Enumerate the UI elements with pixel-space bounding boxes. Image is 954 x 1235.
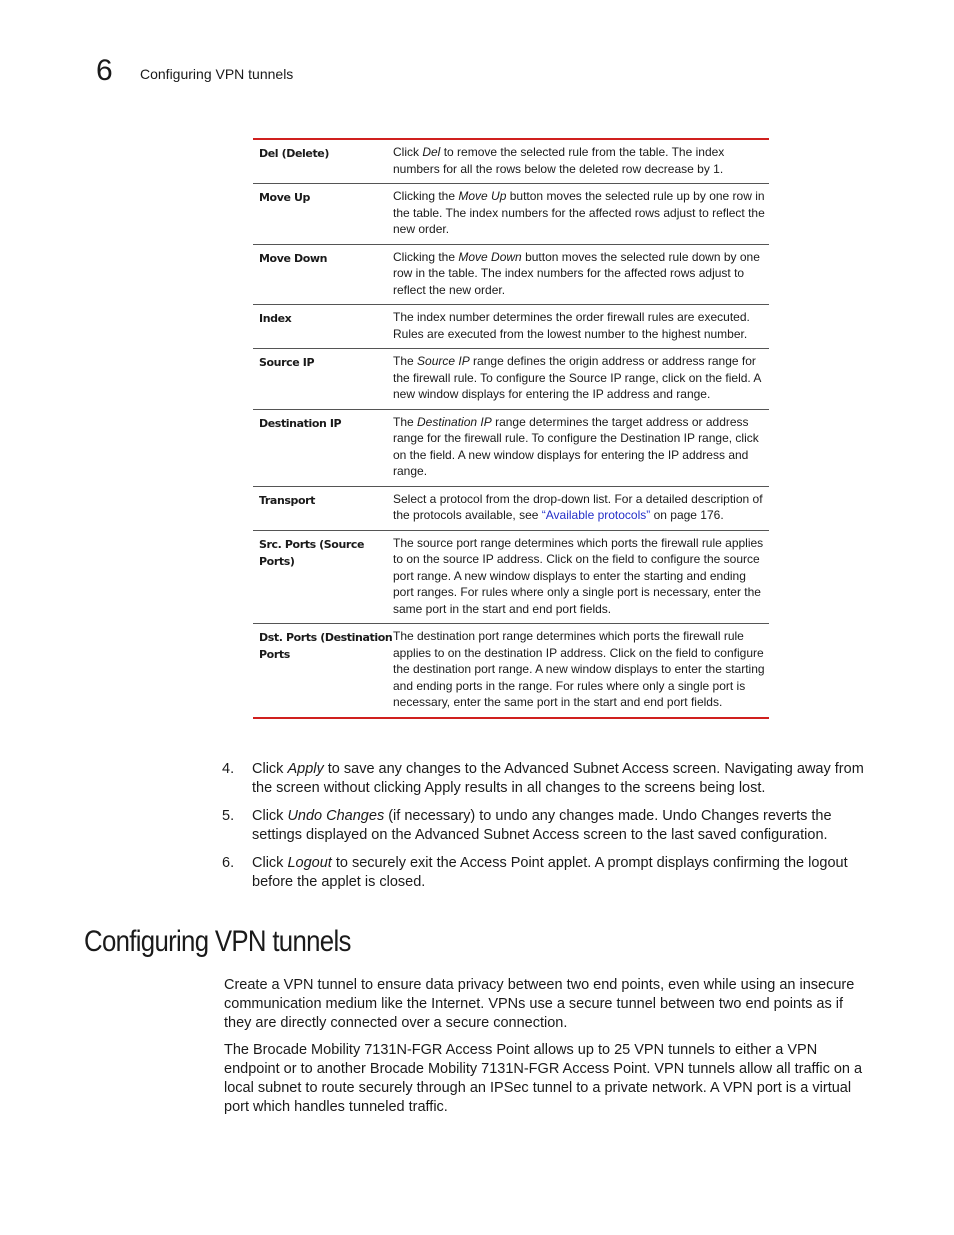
text-run: Clicking the bbox=[393, 249, 459, 264]
text-run: range defines the origin address or address range for the firewall rule. To configure the Source IP range, click on the field. A new window displays for entering the IP address and range. bbox=[393, 354, 761, 401]
table-row bbox=[253, 530, 769, 624]
table-row bbox=[253, 183, 769, 244]
text-run: to save any changes to the Advanced Subnet Access screen. Navigating away from the screen without clicking Apply results in all changes to the screens being lost. bbox=[252, 761, 864, 796]
text-run: on page 176. bbox=[650, 508, 724, 522]
section-paragraph-intro: Create a VPN tunnel to ensure data privacy between two end points, even while using an insecure communication medium like the Internet. VPNs use a secure tunnel between two end points as if they are directly connected over a secure connection. bbox=[224, 977, 855, 1031]
text-run: Select a protocol from the drop-down list. For a detailed description of the protocols available, see bbox=[393, 491, 763, 522]
procedure-steps bbox=[222, 760, 872, 901]
text-run: Click bbox=[252, 855, 288, 871]
italic-term: Del bbox=[422, 145, 441, 159]
text-run: to securely exit the Access Point applet. A prompt displays confirming the logout before the applet is closed. bbox=[252, 855, 848, 890]
table-row bbox=[253, 409, 769, 486]
section-paragraph-details: The Brocade Mobility 7131N-FGR Access Point allows up to 25 VPN tunnels to either a VPN endpoint or to another Brocade Mobility 7131N-FGR Access Point. VPN tunnels allow all traffic on a local subnet to route securely through an IPSec tunnel to a private network. A VPN port is a virtual port which handles tunneled traffic. bbox=[224, 1042, 863, 1115]
cross-reference-link[interactable]: “Available protocols” bbox=[541, 508, 651, 522]
row-term: Transport bbox=[259, 493, 316, 507]
text-run: Click bbox=[252, 808, 288, 824]
italic-term: Logout bbox=[287, 855, 332, 871]
italic-term: Destination IP bbox=[417, 414, 492, 429]
text-run: The index number determines the order firewall rules are executed. Rules are executed from the lowest number to the highest number. bbox=[393, 310, 750, 341]
row-description bbox=[393, 414, 769, 480]
step-text bbox=[252, 807, 872, 845]
italic-term: Source IP bbox=[417, 354, 470, 368]
row-description bbox=[393, 535, 769, 618]
text-run: button moves the selected rule up by one row in the table. The index numbers for the affected rows adjust to reflect the new order. bbox=[393, 189, 765, 236]
italic-term: Move Up bbox=[458, 189, 507, 203]
row-description bbox=[393, 249, 769, 299]
text-run: Clicking the bbox=[393, 189, 459, 203]
text-run: range determines the target address or address range for the firewall rule. To configure the Destination IP range, click on the field. A new window displays for entering the IP address and range. bbox=[393, 414, 759, 478]
step-number: 6. bbox=[222, 855, 235, 871]
row-description bbox=[393, 628, 769, 711]
row-term: Destination IP bbox=[259, 416, 342, 430]
row-description bbox=[393, 188, 769, 238]
table-row bbox=[253, 486, 769, 530]
table-row bbox=[253, 244, 769, 305]
row-description bbox=[393, 144, 769, 177]
field-reference-table bbox=[253, 138, 769, 719]
row-term: Dst. Ports (Destination Ports bbox=[259, 631, 393, 661]
text-run: The bbox=[393, 414, 418, 429]
table-row bbox=[253, 623, 769, 717]
text-run: The bbox=[393, 354, 418, 368]
text-run: button moves the selected rule down by one row in the table. The index numbers for the affected rows adjust to reflect the new order. bbox=[393, 249, 760, 297]
italic-term: Move Down bbox=[458, 249, 522, 264]
row-description bbox=[393, 491, 769, 524]
text-run: Click bbox=[252, 761, 288, 777]
text-run: (if necessary) to undo any changes made. Undo Changes reverts the settings displayed on the Advanced Subnet Access screen to the last saved configuration. bbox=[252, 808, 832, 843]
section-heading: Configuring VPN tunnels bbox=[84, 925, 351, 958]
italic-term: Apply bbox=[287, 761, 324, 777]
row-term: Source IP bbox=[259, 356, 315, 369]
procedure-step bbox=[222, 760, 872, 798]
step-text bbox=[252, 760, 872, 798]
table-row bbox=[253, 304, 769, 348]
text-run: Click bbox=[393, 145, 423, 159]
step-number: 5. bbox=[222, 808, 235, 824]
row-description bbox=[393, 353, 769, 403]
row-term: Index bbox=[259, 312, 292, 325]
step-number: 4. bbox=[222, 761, 235, 777]
procedure-step bbox=[222, 854, 872, 892]
row-term: Src. Ports (Source Ports) bbox=[259, 537, 365, 568]
table-row bbox=[253, 348, 769, 409]
running-header-title: Configuring VPN tunnels bbox=[140, 66, 294, 82]
step-text bbox=[252, 854, 872, 892]
row-description bbox=[393, 309, 769, 342]
procedure-step bbox=[222, 807, 872, 845]
row-term: Move Up bbox=[259, 191, 310, 204]
text-run: The source port range determines which ports the firewall rule applies to on the source IP address. Click on the field to configure the source port range. A new window displays to enter the starting and ending port ranges. For rules where only a single port is necessary, enter the same port in the start and end port fields. bbox=[393, 535, 764, 616]
table-row bbox=[253, 140, 769, 183]
row-term: Del (Delete) bbox=[259, 147, 329, 160]
italic-term: Undo Changes bbox=[287, 808, 385, 824]
text-run: The destination port range determines which ports the firewall rule applies to on the destination IP address. Click on the field to configure the destination port range. A new window displays to enter the starting and ending ports in the range. For rules where only a single port is necessary, enter the same port in the start and end port fields. bbox=[393, 629, 765, 709]
row-term: Move Down bbox=[259, 251, 328, 265]
chapter-number: 6 bbox=[96, 54, 113, 87]
text-run: to remove the selected rule from the table. The index numbers for all the rows below the deleted row decrease by 1. bbox=[393, 145, 725, 176]
